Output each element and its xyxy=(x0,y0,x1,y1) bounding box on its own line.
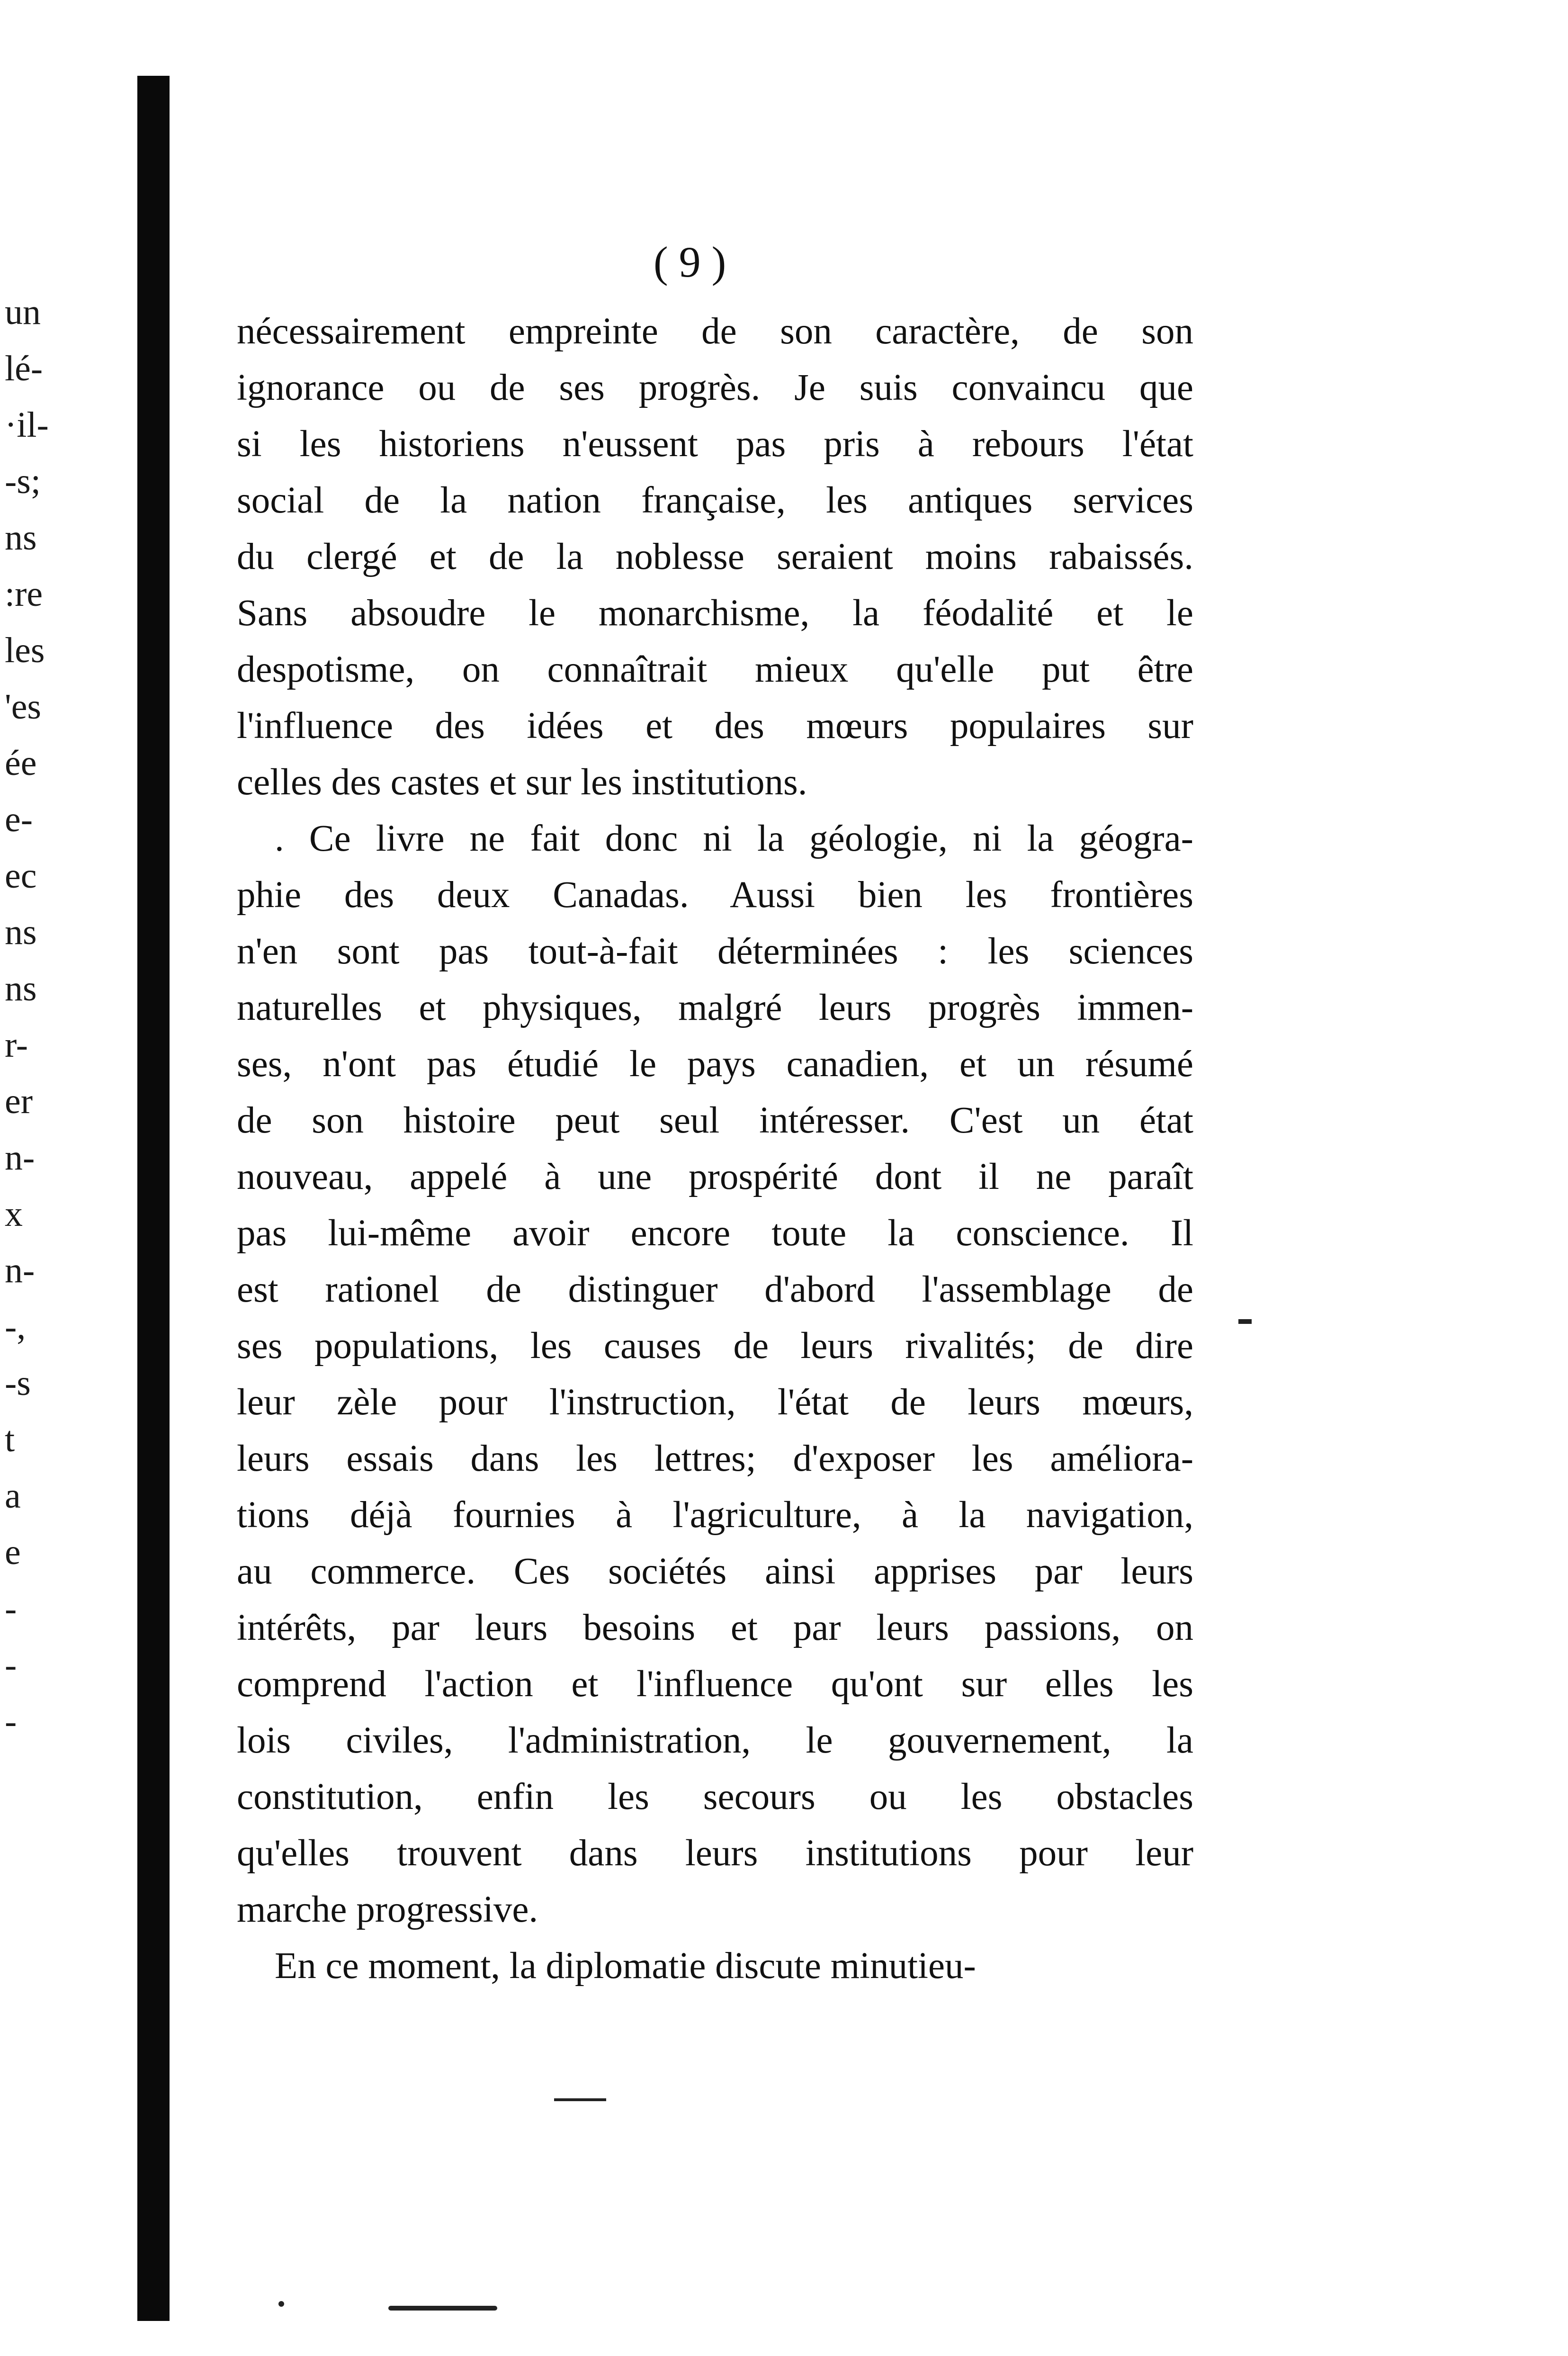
text-line: si les historiens n'eussent pas pris à rebours l'état xyxy=(237,423,1193,465)
text-line: celles des castes et sur les institutions. xyxy=(237,762,807,803)
margin-fragment: -, xyxy=(5,1307,26,1347)
margin-fragment: lé- xyxy=(5,349,43,388)
text-line: est rationel de distinguer d'abord l'assemblage de xyxy=(237,1269,1193,1310)
margin-fragment: un xyxy=(5,292,41,332)
text-line: despotisme, on connaîtrait mieux qu'elle put être xyxy=(237,649,1193,690)
text-line: ses, n'ont pas étudié le pays canadien, et un résumé xyxy=(237,1043,1193,1085)
stray-ink-dash xyxy=(1238,1319,1252,1324)
margin-fragment: ec xyxy=(5,856,37,896)
text-line: pas lui-même avoir encore toute la conscience. Il xyxy=(237,1213,1193,1254)
text-line: constitution, enfin les secours ou les obstacles xyxy=(237,1776,1193,1817)
text-line: l'influence des idées et des mœurs populaires sur xyxy=(237,705,1193,746)
facing-page-margin-fragments xyxy=(5,284,99,1750)
margin-fragment: a xyxy=(5,1476,21,1516)
text-line: tions déjà fournies à l'agriculture, à la navigation, xyxy=(237,1494,1193,1536)
margin-fragment: ns xyxy=(5,969,37,1008)
binding-gutter-shadow xyxy=(137,76,170,2321)
text-line: qu'elles trouvent dans leurs institutions pour leur xyxy=(237,1833,1193,1874)
margin-fragment: :re xyxy=(5,574,43,614)
margin-fragment: e xyxy=(5,1532,21,1572)
text-line: au commerce. Ces sociétés ainsi apprises par leurs xyxy=(237,1551,1193,1592)
text-line: phie des deux Canadas. Aussi bien les frontières xyxy=(237,874,1193,916)
margin-fragment: -s xyxy=(5,1363,31,1403)
text-line: leurs essais dans les lettres; d'exposer les améliora- xyxy=(237,1438,1193,1479)
text-line: Sans absoudre le monarchisme, la féodalité et le xyxy=(237,593,1193,634)
margin-fragment: r- xyxy=(5,1025,28,1065)
text-line: ignorance ou de ses progrès. Je suis convaincu que xyxy=(237,367,1193,408)
margin-fragment: - xyxy=(5,1701,17,1741)
text-line: En ce moment, la diplomatie discute minutieu- xyxy=(275,1945,976,1987)
text-line: naturelles et physiques, malgré leurs progrès immen- xyxy=(237,987,1193,1028)
margin-fragment: n- xyxy=(5,1250,35,1290)
margin-fragment: ns xyxy=(5,518,37,558)
text-line: n'en sont pas tout-à-fait déterminées : les sciences xyxy=(237,931,1193,972)
margin-fragment: t xyxy=(5,1420,15,1459)
text-line: nouveau, appelé à une prospérité dont il ne paraît xyxy=(237,1156,1193,1197)
text-line: comprend l'action et l'influence qu'ont sur elles les xyxy=(237,1664,1193,1705)
text-line: nécessairement empreinte de son caractère, de son xyxy=(237,311,1193,352)
body-text xyxy=(237,303,1193,1994)
margin-fragment: er xyxy=(5,1081,33,1121)
text-line: de son histoire peut seul intéresser. C'est un état xyxy=(237,1100,1193,1141)
margin-fragment: x xyxy=(5,1194,23,1234)
text-line: leur zèle pour l'instruction, l'état de leurs mœurs, xyxy=(237,1382,1193,1423)
margin-fragment: ns xyxy=(5,912,37,952)
margin-fragment: - xyxy=(5,1645,17,1685)
text-line: . Ce livre ne fait donc ni la géologie, ni la géogra- xyxy=(275,818,1193,859)
text-line: ses populations, les causes de leurs rivalités; de dire xyxy=(237,1325,1193,1367)
text-line: lois civiles, l'administration, le gouvernement, la xyxy=(237,1720,1193,1761)
margin-fragment: -s; xyxy=(5,461,41,501)
text-line: intérêts, par leurs besoins et par leurs passions, on xyxy=(237,1607,1193,1648)
margin-fragment: les xyxy=(5,630,45,670)
text-line: social de la nation française, les antiques services xyxy=(237,480,1193,521)
margin-fragment: 'es xyxy=(5,687,42,727)
stray-ink-dot xyxy=(278,2301,284,2307)
margin-fragment: n- xyxy=(5,1138,35,1178)
text-line: marche progressive. xyxy=(237,1889,538,1930)
footer-stroke xyxy=(388,2306,497,2311)
page-number: ( 9 ) xyxy=(654,238,726,286)
margin-fragment: ée xyxy=(5,743,37,783)
margin-fragment: ·il- xyxy=(5,405,49,445)
footer-rule xyxy=(554,2098,606,2101)
text-line: du clergé et de la noblesse seraient moins rabaissés. xyxy=(237,536,1193,577)
margin-fragment: e- xyxy=(5,800,33,839)
margin-fragment: - xyxy=(5,1589,17,1628)
